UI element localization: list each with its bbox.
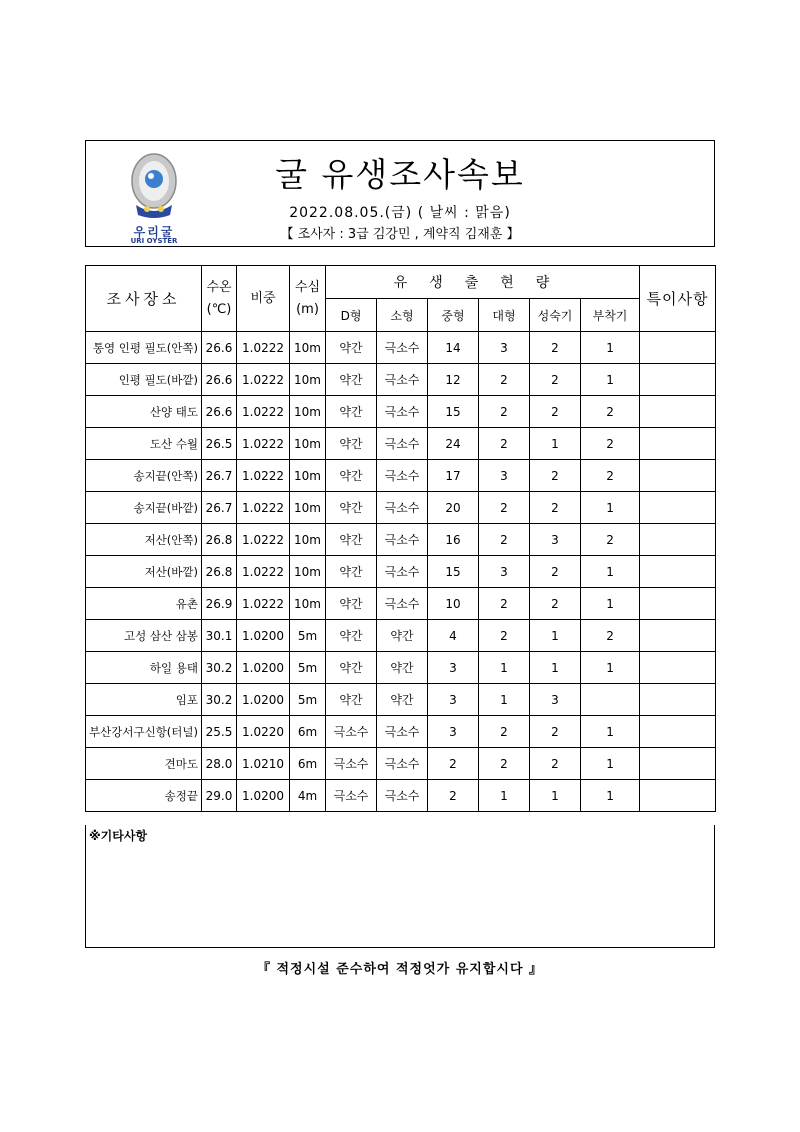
cell-location: 유촌 [86, 588, 202, 620]
header-stage-large: 대형 [479, 299, 530, 332]
cell-density: 1.0220 [237, 716, 290, 748]
cell-water-temp: 28.0 [202, 748, 237, 780]
cell-stage-mature: 2 [530, 588, 581, 620]
cell-location: 하일 용태 [86, 652, 202, 684]
cell-remarks [640, 652, 716, 684]
cell-stage-mid: 15 [428, 556, 479, 588]
cell-remarks [640, 364, 716, 396]
cell-water-temp: 30.2 [202, 652, 237, 684]
cell-stage-mature: 2 [530, 492, 581, 524]
header-stage-d: D형 [326, 299, 377, 332]
cell-stage-d: 약간 [326, 428, 377, 460]
cell-depth: 5m [290, 620, 326, 652]
cell-stage-small: 약간 [377, 684, 428, 716]
cell-location: 고성 삼산 삼봉 [86, 620, 202, 652]
cell-location: 저산(안쪽) [86, 524, 202, 556]
table-row [86, 492, 716, 524]
cell-stage-large: 3 [479, 460, 530, 492]
cell-stage-mid: 2 [428, 780, 479, 812]
cell-stage-small: 약간 [377, 620, 428, 652]
cell-water-temp: 26.8 [202, 524, 237, 556]
cell-stage-mature: 1 [530, 780, 581, 812]
cell-stage-d: 약간 [326, 396, 377, 428]
cell-stage-attach: 1 [581, 716, 640, 748]
cell-stage-attach: 2 [581, 396, 640, 428]
cell-stage-attach: 2 [581, 620, 640, 652]
cell-stage-mature: 2 [530, 748, 581, 780]
cell-depth: 5m [290, 652, 326, 684]
logo-korean-text: 우리굴 [133, 225, 175, 239]
cell-stage-mature: 2 [530, 460, 581, 492]
cell-stage-small: 극소수 [377, 524, 428, 556]
header-depth-label: 수심 [294, 279, 321, 295]
cell-stage-mid: 24 [428, 428, 479, 460]
cell-stage-mature: 1 [530, 620, 581, 652]
cell-stage-large: 2 [479, 620, 530, 652]
cell-stage-small: 극소수 [377, 396, 428, 428]
cell-location: 도산 수월 [86, 428, 202, 460]
cell-stage-attach: 1 [581, 780, 640, 812]
cell-density: 1.0222 [237, 396, 290, 428]
cell-remarks [640, 460, 716, 492]
cell-density: 1.0210 [237, 748, 290, 780]
cell-location: 송정끝 [86, 780, 202, 812]
cell-stage-d: 약간 [326, 524, 377, 556]
cell-stage-mature: 3 [530, 524, 581, 556]
cell-stage-large: 2 [479, 588, 530, 620]
cell-density: 1.0200 [237, 780, 290, 812]
cell-stage-mature: 2 [530, 716, 581, 748]
cell-stage-attach: 1 [581, 652, 640, 684]
cell-remarks [640, 620, 716, 652]
cell-location: 견마도 [86, 748, 202, 780]
cell-remarks [640, 684, 716, 716]
cell-stage-small: 극소수 [377, 780, 428, 812]
cell-stage-large: 2 [479, 524, 530, 556]
cell-stage-large: 2 [479, 428, 530, 460]
header-larvae: 유생출현량 [326, 266, 640, 299]
cell-stage-mature: 2 [530, 396, 581, 428]
cell-stage-small: 약간 [377, 652, 428, 684]
header-stage-attach: 부착기 [581, 299, 640, 332]
cell-stage-large: 2 [479, 492, 530, 524]
table-row [86, 524, 716, 556]
cell-stage-attach: 2 [581, 460, 640, 492]
cell-stage-mid: 2 [428, 748, 479, 780]
cell-depth: 5m [290, 684, 326, 716]
cell-stage-d: 극소수 [326, 716, 377, 748]
cell-density: 1.0200 [237, 684, 290, 716]
header-stage-mid: 중형 [428, 299, 479, 332]
table-row [86, 332, 716, 364]
cell-stage-large: 2 [479, 364, 530, 396]
cell-remarks [640, 428, 716, 460]
cell-water-temp: 29.0 [202, 780, 237, 812]
table-row [86, 780, 716, 812]
cell-depth: 10m [290, 428, 326, 460]
notes-box [85, 825, 715, 948]
cell-stage-d: 극소수 [326, 780, 377, 812]
cell-stage-mature: 1 [530, 428, 581, 460]
cell-density: 1.0222 [237, 428, 290, 460]
cell-stage-mature: 3 [530, 684, 581, 716]
cell-stage-attach: 1 [581, 556, 640, 588]
cell-stage-mid: 14 [428, 332, 479, 364]
table-row [86, 652, 716, 684]
logo-english-text: URI OYSTER [130, 237, 178, 245]
cell-density: 1.0222 [237, 332, 290, 364]
cell-stage-small: 극소수 [377, 428, 428, 460]
cell-water-temp: 26.5 [202, 428, 237, 460]
header-stage-mature: 성숙기 [530, 299, 581, 332]
cell-water-temp: 26.9 [202, 588, 237, 620]
cell-stage-mid: 12 [428, 364, 479, 396]
page-title: 굴 유생조사속보 [275, 155, 525, 194]
cell-remarks [640, 524, 716, 556]
cell-stage-small: 극소수 [377, 748, 428, 780]
cell-stage-small: 극소수 [377, 492, 428, 524]
cell-stage-mid: 3 [428, 684, 479, 716]
cell-stage-small: 극소수 [377, 332, 428, 364]
cell-stage-d: 약간 [326, 556, 377, 588]
cell-stage-mature: 1 [530, 652, 581, 684]
larvae-survey-table [85, 265, 716, 812]
table-row [86, 620, 716, 652]
cell-location: 산양 태도 [86, 396, 202, 428]
cell-stage-attach: 1 [581, 588, 640, 620]
cell-stage-d: 극소수 [326, 748, 377, 780]
header-location: 조사장소 [86, 266, 202, 332]
cell-depth: 10m [290, 524, 326, 556]
cell-stage-mature: 2 [530, 364, 581, 396]
cell-stage-mid: 3 [428, 652, 479, 684]
cell-stage-small: 극소수 [377, 364, 428, 396]
cell-stage-large: 1 [479, 652, 530, 684]
cell-stage-large: 1 [479, 780, 530, 812]
cell-depth: 10m [290, 364, 326, 396]
cell-remarks [640, 396, 716, 428]
cell-density: 1.0222 [237, 524, 290, 556]
header-density: 비중 [237, 266, 290, 332]
cell-stage-d: 약간 [326, 460, 377, 492]
cell-stage-mature: 2 [530, 556, 581, 588]
table-row [86, 396, 716, 428]
cell-remarks [640, 716, 716, 748]
cell-stage-large: 2 [479, 716, 530, 748]
cell-stage-mid: 20 [428, 492, 479, 524]
notes-label: ※기타사항 [89, 829, 148, 843]
cell-water-temp: 26.6 [202, 396, 237, 428]
cell-stage-attach: 1 [581, 492, 640, 524]
cell-depth: 10m [290, 332, 326, 364]
cell-stage-attach: 1 [581, 364, 640, 396]
cell-stage-attach: 2 [581, 524, 640, 556]
cell-stage-large: 3 [479, 556, 530, 588]
cell-water-temp: 26.6 [202, 332, 237, 364]
cell-water-temp: 25.5 [202, 716, 237, 748]
cell-depth: 10m [290, 492, 326, 524]
cell-stage-attach: 1 [581, 748, 640, 780]
cell-stage-mature: 2 [530, 332, 581, 364]
cell-remarks [640, 780, 716, 812]
cell-stage-d: 약간 [326, 332, 377, 364]
cell-remarks [640, 332, 716, 364]
table-row [86, 460, 716, 492]
table-row [86, 364, 716, 396]
cell-density: 1.0222 [237, 460, 290, 492]
cell-depth: 10m [290, 460, 326, 492]
cell-water-temp: 26.7 [202, 460, 237, 492]
header-stage-small: 소형 [377, 299, 428, 332]
cell-stage-mid: 15 [428, 396, 479, 428]
cell-stage-attach: 1 [581, 332, 640, 364]
cell-water-temp: 26.6 [202, 364, 237, 396]
cell-water-temp: 26.8 [202, 556, 237, 588]
table-row [86, 748, 716, 780]
cell-density: 1.0222 [237, 588, 290, 620]
cell-depth: 10m [290, 396, 326, 428]
cell-stage-attach: 2 [581, 428, 640, 460]
cell-water-temp: 30.1 [202, 620, 237, 652]
surveyor-line: 【 조사자 : 3급 김강민 , 계약직 김재훈 】 [280, 227, 520, 242]
cell-stage-mid: 3 [428, 716, 479, 748]
table-row [86, 716, 716, 748]
cell-depth: 10m [290, 588, 326, 620]
cell-stage-large: 2 [479, 748, 530, 780]
table-row [86, 684, 716, 716]
cell-stage-small: 극소수 [377, 460, 428, 492]
header-depth-unit: (m) [296, 301, 319, 317]
cell-stage-mid: 16 [428, 524, 479, 556]
cell-remarks [640, 556, 716, 588]
cell-stage-d: 약간 [326, 652, 377, 684]
cell-stage-small: 극소수 [377, 588, 428, 620]
header-water-temp-label: 수온 [206, 279, 232, 295]
cell-stage-large: 2 [479, 396, 530, 428]
cell-location: 인평 필도(바깥) [86, 364, 202, 396]
cell-stage-d: 약간 [326, 620, 377, 652]
cell-stage-mid: 17 [428, 460, 479, 492]
footer-slogan: 『 적정시설 준수하여 적정엇가 유지합시다 』 [256, 962, 544, 977]
header-water-temp [202, 266, 237, 332]
cell-density: 1.0200 [237, 652, 290, 684]
cell-stage-d: 약간 [326, 684, 377, 716]
cell-density: 1.0222 [237, 556, 290, 588]
cell-remarks [640, 588, 716, 620]
cell-location: 부산강서구신항(터널) [86, 716, 202, 748]
cell-depth: 6m [290, 748, 326, 780]
cell-location: 통영 인평 필도(안쪽) [86, 332, 202, 364]
table-row [86, 428, 716, 460]
cell-stage-small: 극소수 [377, 556, 428, 588]
cell-density: 1.0222 [237, 364, 290, 396]
header-remarks: 특이사항 [640, 266, 716, 332]
cell-stage-large: 3 [479, 332, 530, 364]
cell-water-temp: 26.7 [202, 492, 237, 524]
header-depth [290, 266, 326, 332]
table-row [86, 588, 716, 620]
report-header [85, 140, 715, 247]
cell-stage-mid: 4 [428, 620, 479, 652]
table-row [86, 556, 716, 588]
cell-location: 송지끝(바깥) [86, 492, 202, 524]
cell-stage-small: 극소수 [377, 716, 428, 748]
cell-stage-attach [581, 684, 640, 716]
cell-remarks [640, 748, 716, 780]
cell-density: 1.0222 [237, 492, 290, 524]
cell-location: 임포 [86, 684, 202, 716]
cell-depth: 4m [290, 780, 326, 812]
cell-stage-mid: 10 [428, 588, 479, 620]
cell-remarks [640, 492, 716, 524]
header-water-temp-unit: (℃) [206, 301, 232, 317]
cell-depth: 10m [290, 556, 326, 588]
cell-stage-large: 1 [479, 684, 530, 716]
date-weather-line: 2022.08.05.(금) ( 날씨 : 맑음) [289, 205, 511, 221]
cell-stage-d: 약간 [326, 364, 377, 396]
cell-stage-d: 약간 [326, 492, 377, 524]
cell-density: 1.0200 [237, 620, 290, 652]
cell-stage-d: 약간 [326, 588, 377, 620]
cell-water-temp: 30.2 [202, 684, 237, 716]
cell-location: 송지끝(안쪽) [86, 460, 202, 492]
cell-depth: 6m [290, 716, 326, 748]
cell-location: 저산(바깥) [86, 556, 202, 588]
